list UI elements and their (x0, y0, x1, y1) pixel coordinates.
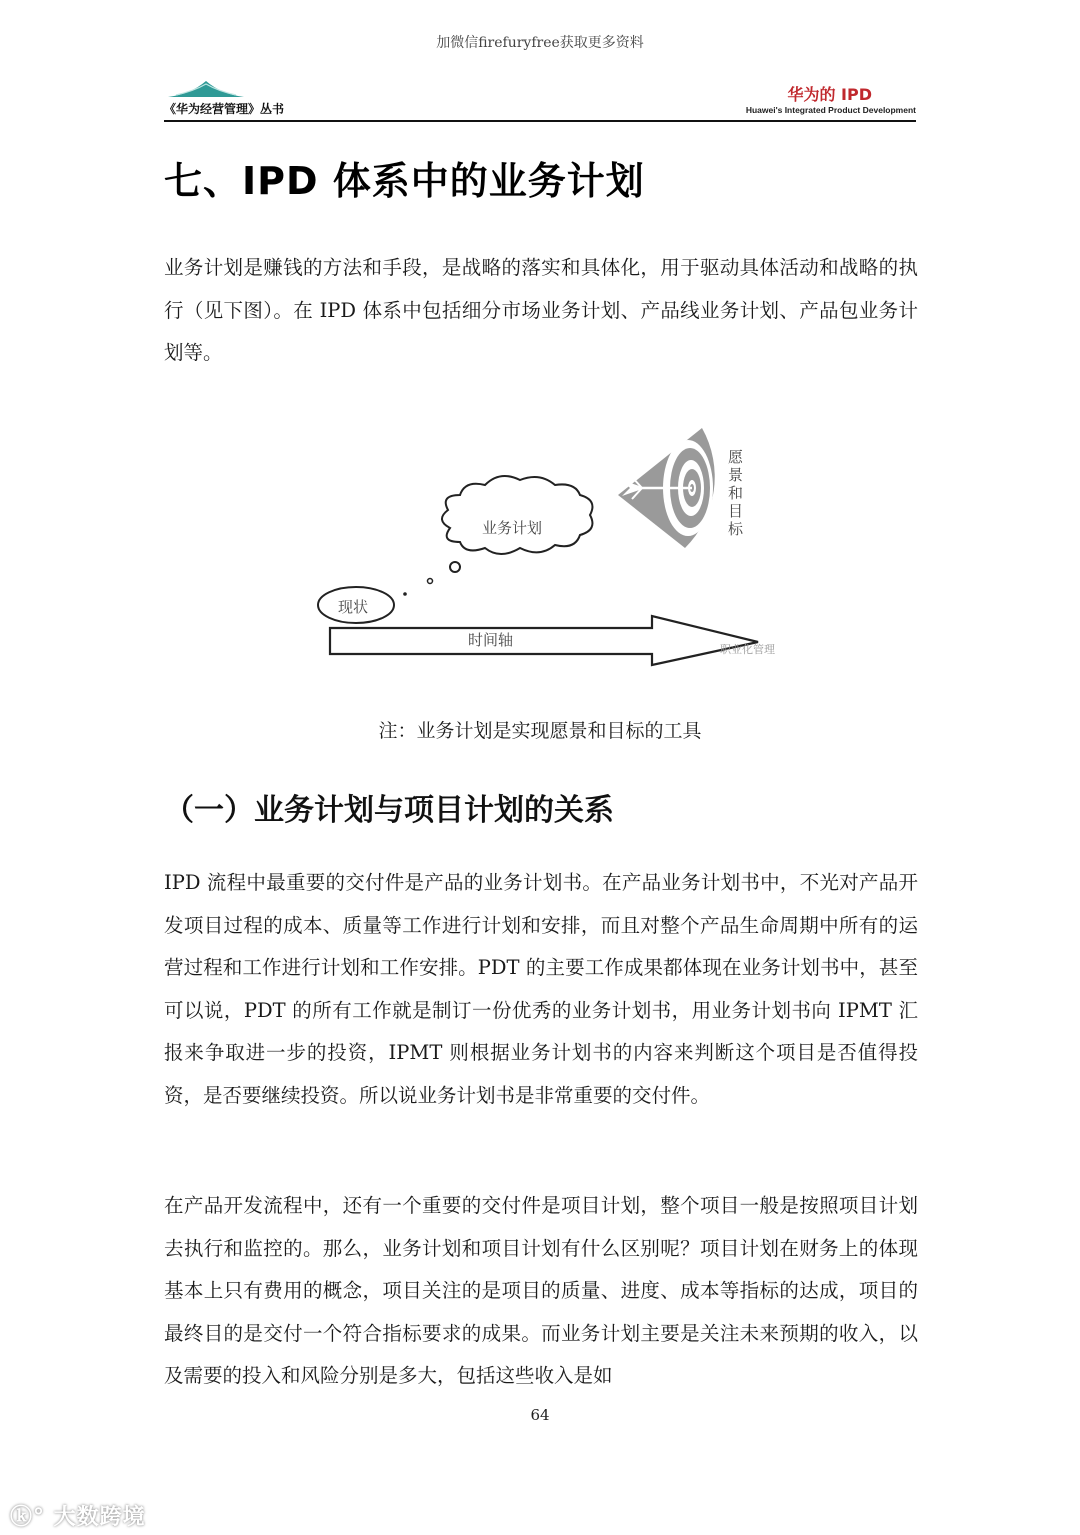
section-title: （一）业务计划与项目计划的关系 (164, 793, 614, 828)
watermark-top-text: 加微信firefuryfree获取更多资料 (436, 35, 644, 51)
section-paragraph-2: 在产品开发流程中，还有一个重要的交付件是项目计划，整个项目一般是按照项目计划去执行和监控的。那么，业务计划和项目计划有什么区别呢？项目计划在财务上的体现基本上只有费用的概念，项目关注的是项目的质量、进度、成本等指标的达成，项目的最终目的是交付一个符合指标要求的成果。而业务计划主要是关注未来预期的收入，以及需要的投入和风险分别是多大，包括这些收入是如 (164, 1194, 918, 1387)
figure-caption: 注：业务计划是实现愿景和目标的工具 (378, 720, 702, 742)
header-divider (164, 120, 916, 122)
watermark-bottom-logo (10, 1500, 146, 1531)
timeline-arrow-icon (330, 616, 758, 665)
intro-paragraph: 业务计划是赚钱的方法和手段，是战略的落实和具体化，用于驱动具体活动和战略的执行（见下图）。在 IPD 体系中包括细分市场业务计划、产品线业务计划、产品包业务计划等。 (164, 256, 918, 364)
figure-watermark: 职业化管理 (720, 643, 775, 656)
brand-block (746, 86, 916, 116)
section-paragraph-1: IPD 流程中最重要的交付件是产品的业务计划书。在产品业务计划书中，不光对产品开发项目过程的成本、质量等工作进行计划和安排，而且对整个产品生命周期中所有的运营过程和工作进行计划和工作安排。PDT 的主要工作成果都体现在业务计划书中，甚至可以说，PDT 的所有工作就是制订一份优秀的业务计划书，用业务计划书向 IPMT 汇报来争取进一步的投资，IPMT 则根据业务计划书的内容来判断这个项目是否值得投资，是否要继续投资。所以说业务计划书是非常重要的交付件。 (164, 871, 918, 1107)
series-title: 《华为经营管理》丛书 (164, 102, 285, 116)
current-state-label: 现状 (338, 598, 369, 616)
mountain-logo-icon (166, 78, 246, 98)
thought-cloud-icon (442, 476, 592, 554)
brand-subtitle: Huawei's Integrated Product Development (745, 105, 916, 115)
figure-diagram (300, 400, 800, 680)
brand-watermark-icon: ⓚ° (10, 1505, 54, 1530)
business-plan-figure (300, 400, 800, 680)
chapter-title: 七、IPD 体系中的业务计划 (164, 159, 645, 203)
brand-title: 华为的 IPD (787, 85, 872, 104)
thought-bubble-icon (428, 579, 433, 584)
cloud-label: 业务计划 (482, 519, 543, 537)
target-label: 愿景和目标 (728, 448, 744, 538)
page-number: 64 (530, 1406, 550, 1424)
page-header (164, 78, 916, 122)
watermark-bottom-text: 大数跨境 (53, 1505, 146, 1530)
thought-bubble-icon (403, 592, 407, 596)
thought-bubble-icon (450, 562, 460, 572)
target-icon (618, 428, 715, 548)
timeline-label: 时间轴 (468, 631, 514, 649)
